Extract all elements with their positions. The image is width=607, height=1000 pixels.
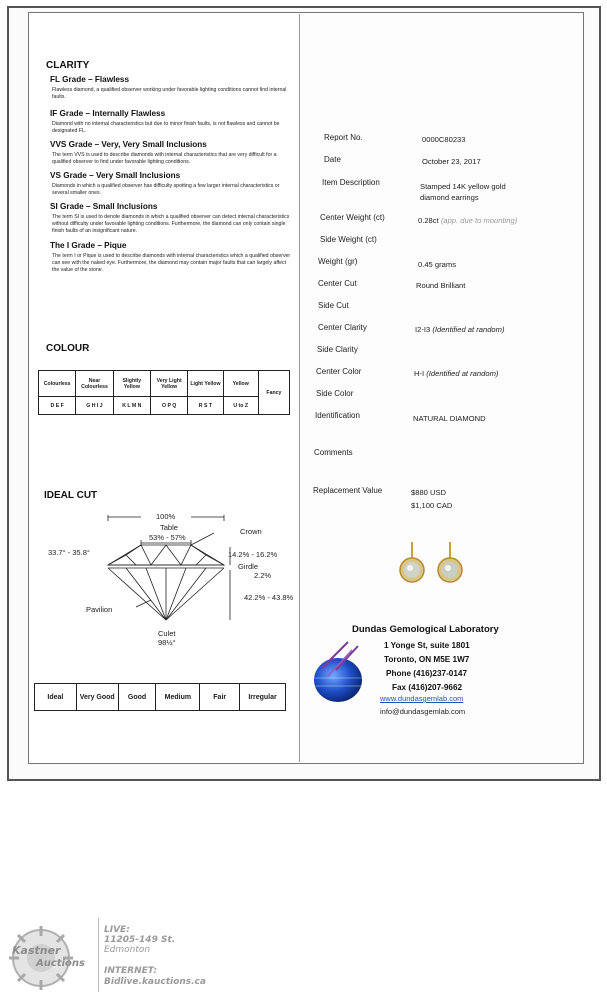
footer-internet-label: INTERNET: bbox=[104, 966, 158, 976]
grade-vvs-title: VVS Grade – Very, Very Small Inclusions bbox=[50, 140, 207, 149]
logo-text-kastner: Kastner bbox=[12, 944, 61, 957]
colour-code-def: D E F bbox=[39, 397, 76, 415]
cut-pavilion-depth: 42.2% - 43.8% bbox=[244, 593, 294, 602]
colour-name-near-colourless: Near Colourless bbox=[76, 371, 113, 397]
cut-girdle-value: 2.2% bbox=[254, 571, 272, 580]
colour-name-colourless: Colourless bbox=[39, 371, 76, 397]
cut-grade-fair: Fair bbox=[200, 684, 240, 711]
grade-si-desc: The term SI is used to denote diamonds in which a qualified observer can detect internal characteristics without difficulty under favorable lighting conditions. Furthermore, the diamond can only contain single finish faults of an insignificant nature. bbox=[52, 214, 290, 234]
cut-grade-irregular: Irregular bbox=[240, 684, 286, 711]
label-item-description: Item Description bbox=[322, 178, 380, 187]
value-center-cut: Round Brilliant bbox=[416, 281, 466, 290]
value-identification: NATURAL DIAMOND bbox=[413, 414, 486, 423]
earring-left bbox=[400, 542, 424, 582]
value-center-weight-wrap bbox=[418, 216, 517, 225]
value-report-no: 0000C80233 bbox=[422, 135, 466, 144]
colour-name-very-light-yellow: Very Light Yellow bbox=[150, 371, 187, 397]
cut-grade-ideal: Ideal bbox=[35, 684, 77, 711]
cut-pavilion-label: Pavilion bbox=[86, 605, 113, 614]
cut-crown-label: Crown bbox=[240, 527, 262, 536]
grade-vs-title: VS Grade – Very Small Inclusions bbox=[50, 171, 181, 180]
cut-grade-medium: Medium bbox=[156, 684, 200, 711]
lab-globe-logo bbox=[308, 640, 370, 706]
cut-grade-table bbox=[34, 683, 286, 711]
earrings-photo bbox=[390, 540, 480, 595]
cut-table-range: 53% - 57% bbox=[149, 533, 186, 542]
colour-name-slightly-yellow: Slightly Yellow bbox=[113, 371, 150, 397]
colour-code-klmn: K L M N bbox=[113, 397, 150, 415]
grade-if-desc: Diamond with no internal characteristics but due to minor finish faults, is not flawless and cannot be designated FL. bbox=[52, 121, 280, 134]
colour-scale-table bbox=[38, 370, 290, 415]
colour-name-yellow: Yellow bbox=[223, 371, 258, 397]
footer-internet-url[interactable]: Bidlive.kauctions.ca bbox=[104, 977, 206, 987]
cut-table-label: Table bbox=[160, 523, 178, 532]
value-date: October 23, 2017 bbox=[422, 157, 481, 166]
colour-code-rst: R S T bbox=[188, 397, 223, 415]
grade-si-title: SI Grade – Small Inclusions bbox=[50, 202, 158, 211]
lab-address-line1: 1 Yonge St, suite 1801 bbox=[384, 641, 470, 650]
cut-grade-good: Good bbox=[118, 684, 156, 711]
logo-text-auctions: Auctions bbox=[36, 958, 85, 969]
cut-grade-very-good: Very Good bbox=[76, 684, 118, 711]
label-identification: Identification bbox=[315, 411, 360, 420]
earring-right bbox=[438, 542, 462, 582]
colour-name-fancy: Fancy bbox=[258, 371, 289, 415]
colour-heading: COLOUR bbox=[46, 343, 90, 354]
value-replacement-usd: $880 USD bbox=[411, 488, 447, 497]
ideal-cut-heading: IDEAL CUT bbox=[44, 490, 98, 501]
label-center-weight: Center Weight (ct) bbox=[320, 213, 385, 222]
label-center-cut: Center Cut bbox=[318, 279, 357, 288]
cut-culet-value: 98½° bbox=[158, 638, 176, 647]
footer-live-address2: Edmonton bbox=[104, 945, 151, 955]
cut-crown-height: 14.2% - 16.2% bbox=[228, 550, 278, 559]
note-center-clarity: (Identified at random) bbox=[432, 325, 505, 334]
note-center-weight: (app. due to mounting) bbox=[440, 216, 518, 225]
label-side-cut: Side Cut bbox=[318, 301, 349, 310]
label-side-clarity: Side Clarity bbox=[317, 345, 358, 354]
colour-code-opq: O P Q bbox=[150, 397, 187, 415]
colour-code-ghij: G H I J bbox=[76, 397, 113, 415]
note-center-color: (Identified at random) bbox=[426, 369, 499, 378]
value-center-color: H-I bbox=[414, 369, 425, 378]
lab-website-link[interactable]: www.dundasgemlab.com bbox=[380, 694, 464, 703]
value-center-clarity: I2-I3 bbox=[415, 325, 431, 334]
label-replacement-value: Replacement Value bbox=[313, 486, 383, 495]
footer-divider bbox=[98, 918, 99, 992]
value-center-color-wrap bbox=[414, 369, 498, 378]
lab-phone: Phone (416)237-0147 bbox=[386, 669, 468, 678]
grade-fl-desc: Flawless diamond, a qualified observer working under favorable lighting conditions cannot find internal faults. bbox=[52, 87, 287, 100]
cut-width-label: 100% bbox=[156, 512, 176, 521]
grade-i-title: The I Grade – Pique bbox=[50, 241, 127, 250]
lab-email: info@dundasgemlab.com bbox=[380, 707, 466, 716]
grade-fl-title: FL Grade – Flawless bbox=[50, 75, 130, 84]
colour-code-u-to-z: U to Z bbox=[223, 397, 258, 415]
grade-i-desc: The term I or Pique is used to describe diamonds with internal characteristics which a qualified observer can see with the naked eye. Furthermore, the diamond may contain major faults that can largely affect the value of the stone. bbox=[52, 253, 291, 273]
grade-vs-desc: Diamonds in which a qualified observer has difficulty spotting a few larger internal characteristics or several smaller ones. bbox=[52, 183, 280, 196]
lab-name: Dundas Gemological Laboratory bbox=[352, 624, 499, 635]
label-date: Date bbox=[324, 155, 341, 164]
footer-live-address1: 11205-149 St. bbox=[104, 935, 176, 945]
value-item-description: Stamped 14K yellow gold diamond earrings bbox=[420, 182, 506, 202]
clarity-heading: CLARITY bbox=[46, 60, 90, 71]
grade-if-title: IF Grade – Internally Flawless bbox=[50, 109, 166, 118]
grade-vvs-desc: The term VVS is used to describe diamonds with internal characteristics that are very difficult for a qualified observer to find under favorable lighting conditions. bbox=[52, 152, 277, 165]
value-center-weight: 0.28ct bbox=[418, 216, 439, 225]
label-report-no: Report No. bbox=[324, 133, 363, 142]
value-weight-gr: 0.45 grams bbox=[418, 260, 456, 269]
lab-address-line2: Toronto, ON M5E 1W7 bbox=[384, 655, 470, 664]
lab-fax: Fax (416)207-9662 bbox=[392, 683, 463, 692]
value-center-clarity-wrap bbox=[415, 325, 505, 334]
cut-girdle-label: Girdle bbox=[238, 562, 259, 571]
footer-live-label: LIVE: bbox=[104, 925, 130, 935]
label-weight-gr: Weight (gr) bbox=[318, 257, 358, 266]
label-center-clarity: Center Clarity bbox=[318, 323, 367, 332]
colour-name-light-yellow: Light Yellow bbox=[188, 371, 223, 397]
label-side-weight: Side Weight (ct) bbox=[320, 235, 377, 244]
cut-culet-label: Culet bbox=[158, 629, 176, 638]
cut-crown-angle: 33.7° - 35.8° bbox=[48, 548, 90, 557]
label-comments: Comments bbox=[314, 448, 353, 457]
value-replacement-cad: $1,100 CAD bbox=[411, 501, 453, 510]
label-side-color: Side Color bbox=[316, 389, 354, 398]
label-center-color: Center Color bbox=[316, 367, 362, 376]
